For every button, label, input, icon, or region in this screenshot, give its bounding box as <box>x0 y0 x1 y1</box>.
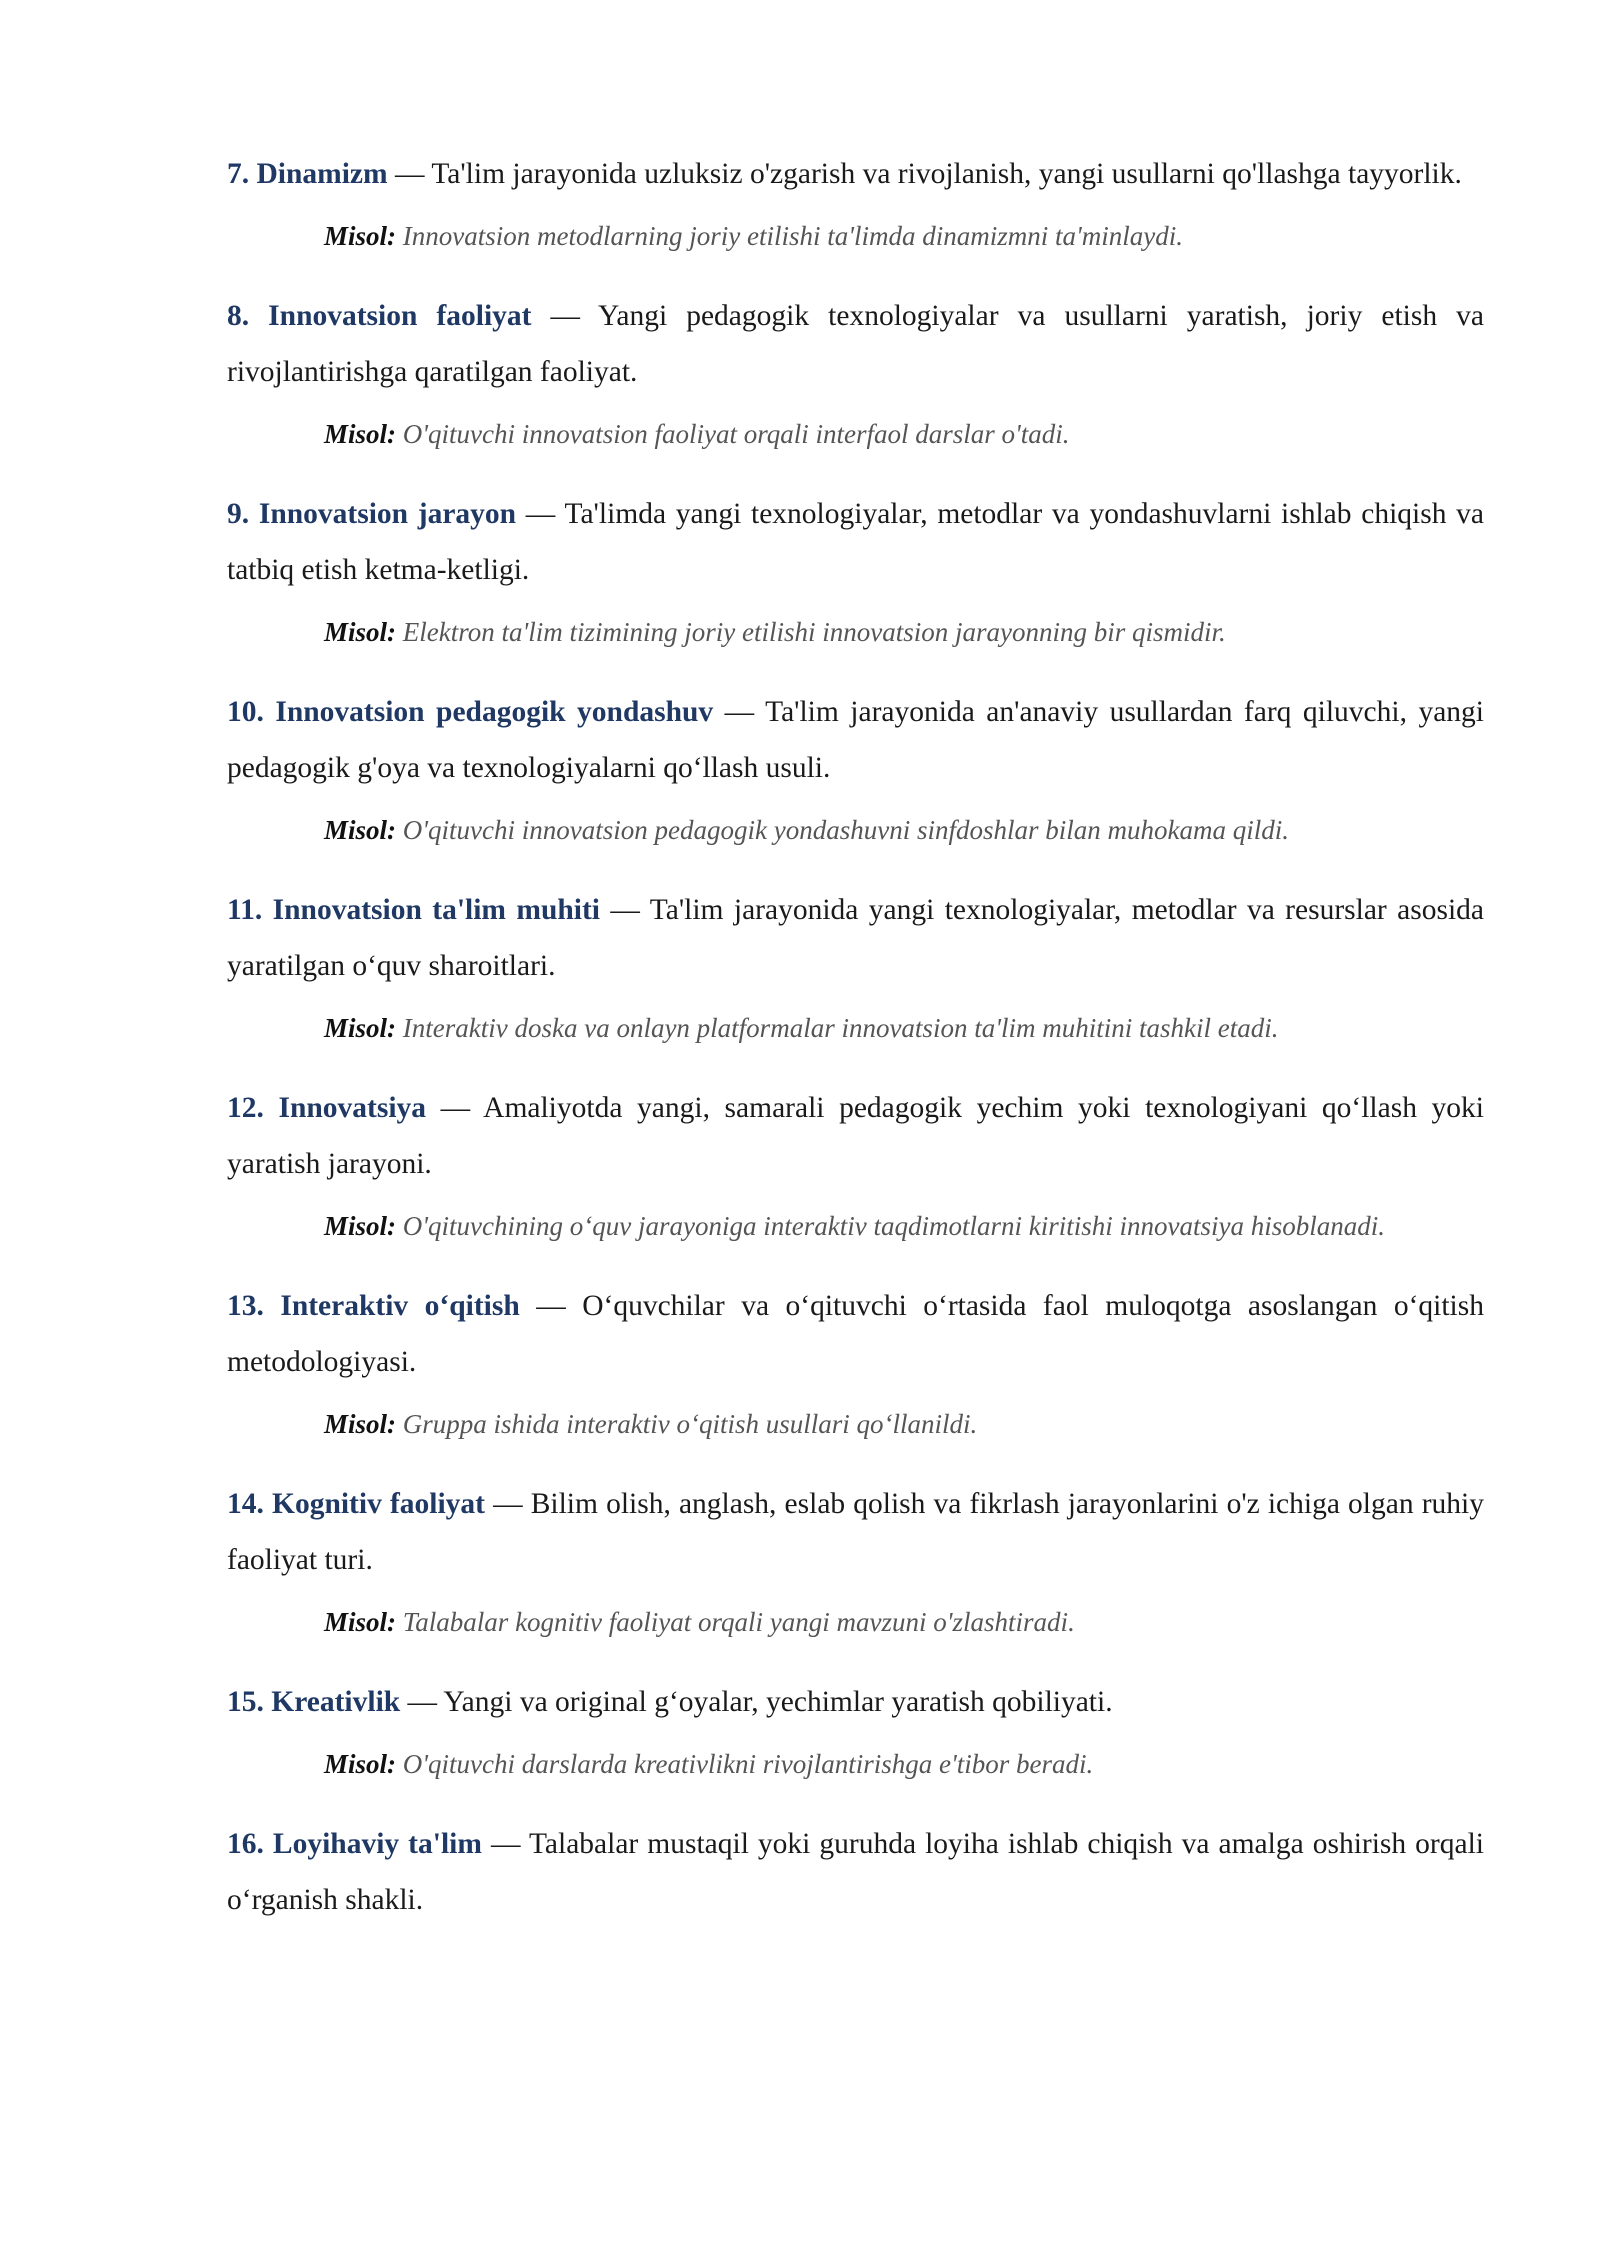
example-label: Misol: <box>324 1211 397 1241</box>
term: 11. Innovatsion ta'lim muhiti <box>227 894 600 926</box>
definition-text: Bilim olish, anglash, eslab qolish va fikrlash jarayonlarini o'z ichiga olgan ruhiy faoliyat turi. <box>227 1488 1484 1576</box>
definition-text: O‘quvchilar va o‘qituvchi o‘rtasida faol muloqotga asoslangan o‘qitish metodologiyasi. <box>227 1290 1484 1378</box>
glossary-entry-11 <box>227 882 1484 1080</box>
example-label: Misol: <box>324 1409 397 1439</box>
dash-separator: — <box>400 1686 444 1718</box>
glossary-entry-8 <box>227 288 1484 486</box>
example-text: Gruppa ishida interaktiv o‘qitish usullari qo‘llanildi. <box>402 1409 978 1439</box>
dash-separator: — <box>531 300 599 332</box>
definition-paragraph <box>227 684 1484 796</box>
example-line <box>324 612 1484 652</box>
glossary-entry-13 <box>227 1278 1484 1476</box>
dash-separator: — <box>516 498 565 530</box>
example-label: Misol: <box>324 815 397 845</box>
example-label: Misol: <box>324 1013 397 1043</box>
dash-separator: — <box>713 696 766 728</box>
term: 12. Innovatsiya <box>227 1092 427 1124</box>
glossary-entry-12 <box>227 1080 1484 1278</box>
definition-text: Ta'lim jarayonida an'anaviy usullardan farq qiluvchi, yangi pedagogik g'oya va texnologiyalarni qo‘llash usuli. <box>227 696 1484 784</box>
glossary-entry-7 <box>227 146 1484 288</box>
definition-text: Amaliyotda yangi, samarali pedagogik yechim yoki texnologiyani qo‘llash yoki yaratish jarayoni. <box>227 1092 1485 1180</box>
example-label: Misol: <box>324 221 397 251</box>
term: 14. Kognitiv faoliyat <box>227 1488 485 1520</box>
example-line <box>324 1206 1484 1246</box>
example-label: Misol: <box>324 419 397 449</box>
definition-paragraph <box>227 288 1484 400</box>
example-text: Elektron ta'lim tizimining joriy etilishi innovatsion jarayonning bir qismidir. <box>402 617 1226 647</box>
term: 10. Innovatsion pedagogik yondashuv <box>227 696 714 728</box>
definition-paragraph <box>227 882 1484 994</box>
term: 7. Dinamizm <box>227 158 388 190</box>
example-text: Talabalar kognitiv faoliyat orqali yangi mavzuni o'zlashtiradi. <box>402 1607 1075 1637</box>
example-line <box>324 1744 1484 1784</box>
definition-paragraph <box>227 1476 1484 1588</box>
example-line <box>324 216 1484 256</box>
term: 8. Innovatsion faoliyat <box>227 300 532 332</box>
definition-paragraph <box>227 1278 1484 1390</box>
example-line <box>324 1008 1484 1048</box>
term: 16. Loyihaviy ta'lim <box>227 1828 482 1860</box>
example-label: Misol: <box>324 617 397 647</box>
example-text: O'qituvchi innovatsion faoliyat orqali interfaol darslar o'tadi. <box>402 419 1070 449</box>
definition-text: Talabalar mustaqil yoki guruhda loyiha ishlab chiqish va amalga oshirish orqali o‘rganish shakli. <box>227 1828 1484 1916</box>
example-text: Interaktiv doska va onlayn platformalar innovatsion ta'lim muhitini tashkil etadi. <box>402 1013 1279 1043</box>
example-text: O'qituvchi innovatsion pedagogik yondashuvni sinfdoshlar bilan muhokama qildi. <box>402 815 1289 845</box>
definition-paragraph <box>227 146 1484 202</box>
glossary-entry-10 <box>227 684 1484 882</box>
glossary-entry-15 <box>227 1674 1484 1816</box>
example-label: Misol: <box>324 1749 397 1779</box>
term: 15. Kreativlik <box>227 1686 401 1718</box>
example-text: Innovatsion metodlarning joriy etilishi ta'limda dinamizmni ta'minlaydi. <box>402 221 1184 251</box>
dash-separator: — <box>387 158 432 190</box>
glossary-entry-14 <box>227 1476 1484 1674</box>
example-line <box>324 1602 1484 1642</box>
example-text: O'qituvchining o‘quv jarayoniga interaktiv taqdimotlarni kiritishi innovatsiya hisoblanadi. <box>402 1211 1385 1241</box>
definition-text: Ta'lim jarayonida uzluksiz o'zgarish va rivojlanish, yangi usullarni qo'llashga tayyorlik. <box>431 158 1462 190</box>
dash-separator: — <box>481 1828 529 1860</box>
example-line <box>324 1404 1484 1444</box>
dash-separator: — <box>426 1092 484 1124</box>
term: 13. Interaktiv o‘qitish <box>227 1290 520 1322</box>
example-line <box>324 414 1484 454</box>
glossary-entry-9 <box>227 486 1484 684</box>
example-text: O'qituvchi darslarda kreativlikni rivojlantirishga e'tibor beradi. <box>402 1749 1094 1779</box>
definition-text: Yangi va original g‘oyalar, yechimlar yaratish qobiliyati. <box>443 1686 1113 1718</box>
definition-text: Ta'limda yangi texnologiyalar, metodlar va yondashuvlarni ishlab chiqish va tatbiq etish ketma-ketligi. <box>227 498 1485 586</box>
definition-text: Ta'lim jarayonida yangi texnologiyalar, metodlar va resurslar asosida yaratilgan o‘quv sharoitlari. <box>227 894 1484 982</box>
glossary-entry-16 <box>227 1816 1484 1928</box>
definition-paragraph <box>227 1674 1484 1730</box>
dash-separator: — <box>519 1290 583 1322</box>
dash-separator: — <box>599 894 650 926</box>
term: 9. Innovatsion jarayon <box>227 498 517 530</box>
dash-separator: — <box>484 1488 531 1520</box>
definition-text: Yangi pedagogik texnologiyalar va usullarni yaratish, joriy etish va rivojlantirishga qaratilgan faoliyat. <box>227 300 1484 388</box>
definition-paragraph <box>227 486 1484 598</box>
example-label: Misol: <box>324 1607 397 1637</box>
definition-paragraph <box>227 1816 1484 1928</box>
example-line <box>324 810 1484 850</box>
document-page <box>227 146 1484 1928</box>
definition-paragraph <box>227 1080 1484 1192</box>
